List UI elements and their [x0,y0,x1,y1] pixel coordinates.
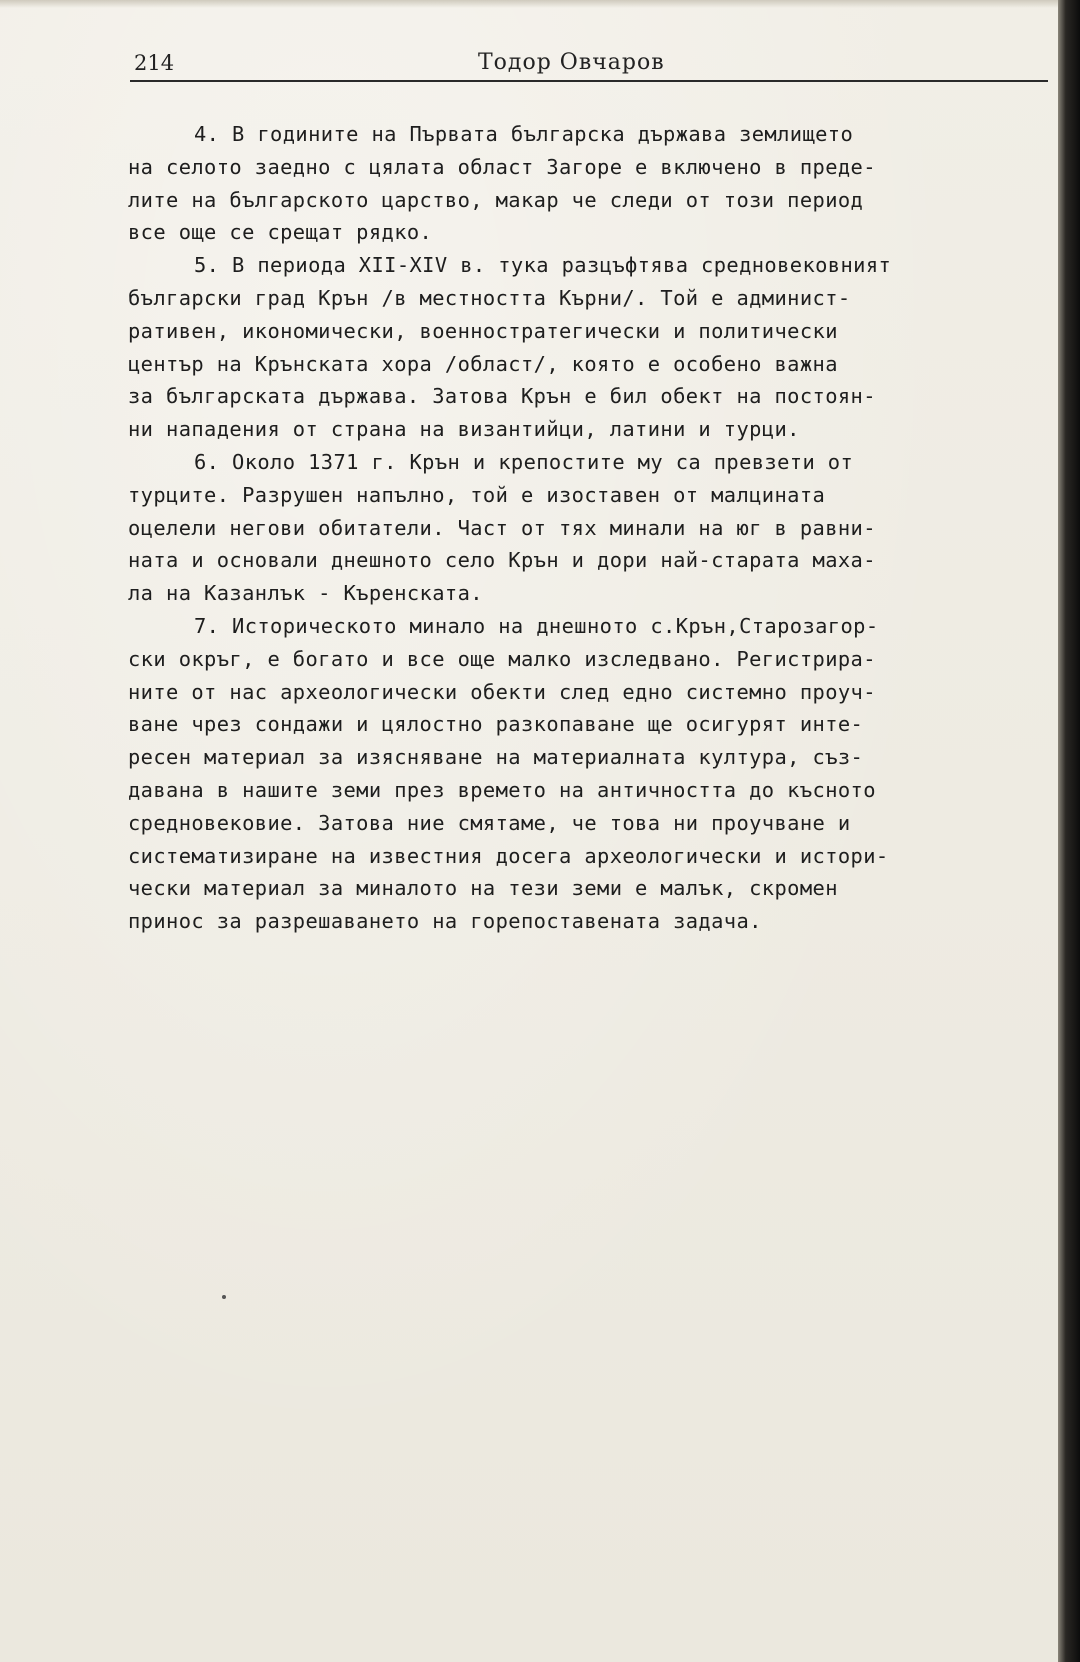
paragraph-4-line: все още се срещат рядко. [128,220,433,245]
paragraph-5-line: ни нападения от страна на византийци, латини и турци. [128,417,800,442]
paragraph-4-line: лите на българското царство, макар че следи от този период [128,187,864,212]
paragraph-7-line: систематизиране на известния досега археологически и истори- [128,843,889,868]
paragraph-4-line: 4. В годините на Първата българска държава землището [194,122,854,146]
paragraph-7-line: чески материал за миналото на тези земи е малък, скромен [128,876,838,901]
paragraph-5-line: ративен, икономически, военностратегически и политически [128,318,838,343]
ink-speck [222,1295,226,1299]
paragraph-6-line: ла на Казанлък - Къренската. [128,581,483,606]
paragraph-7-line: давана в нашите земи през времето на античността до късното [128,777,876,802]
paragraph-4-line: на селото заедно с цялата област Загоре е включено в преде- [128,154,876,179]
paragraph-7-line: ване чрез сондажи и цялостно разкопаване ще осигурят инте- [128,712,864,737]
scan-top-shadow [0,0,1060,8]
paragraph-6-line: оцелели негови обитатели. Част от тях минали на юг в равни- [128,515,876,540]
paragraph-5-line: български град Крън /в местността Кърни/. Той е админист- [128,285,851,310]
paragraph-6-line: ната и основали днешното село Крън и дори най-старата маха- [128,548,876,573]
paragraph-7-line: 7. Историческото минало на днешното с.Крън,Старозагор- [194,613,879,638]
paragraph-5-line: център на Крънската хора /област/, която е особено важна [128,351,838,376]
paragraph-5-line: за българската държава. Затова Крън е бил обект на постоян- [128,384,876,409]
page-number: 214 [134,51,175,75]
paragraph-7-line: ните от нас археологически обекти след едно системно проуч- [128,679,876,704]
paragraph-7-line: ресен материал за изясняване на материалната култура, съз- [128,745,864,770]
paragraph-7-line: принос за разрешаването на горепоставената задача. [128,909,762,934]
paragraph-7-line: средновековие. Затова ние смятаме, че това ни проучване и [128,810,851,835]
running-title: Тодор Овчаров [478,50,665,75]
paragraph-7-line: ски окръг, е богато и все още малко изследвано. Регистрира- [128,646,876,671]
header-rule [130,80,1048,82]
scan-binding-edge [1058,0,1080,1662]
page-header [134,50,1046,84]
paragraph-6-line: 6. Около 1371 г. Крън и крепостите му са превзети от [194,449,854,474]
body-text [128,118,1058,938]
paragraph-6-line: турците. Разрушен напълно, той е изоставен от малцината [128,482,826,507]
paragraph-5-line: 5. В периода XII-XIV в. тука разцъфтява средновековният [194,253,892,278]
